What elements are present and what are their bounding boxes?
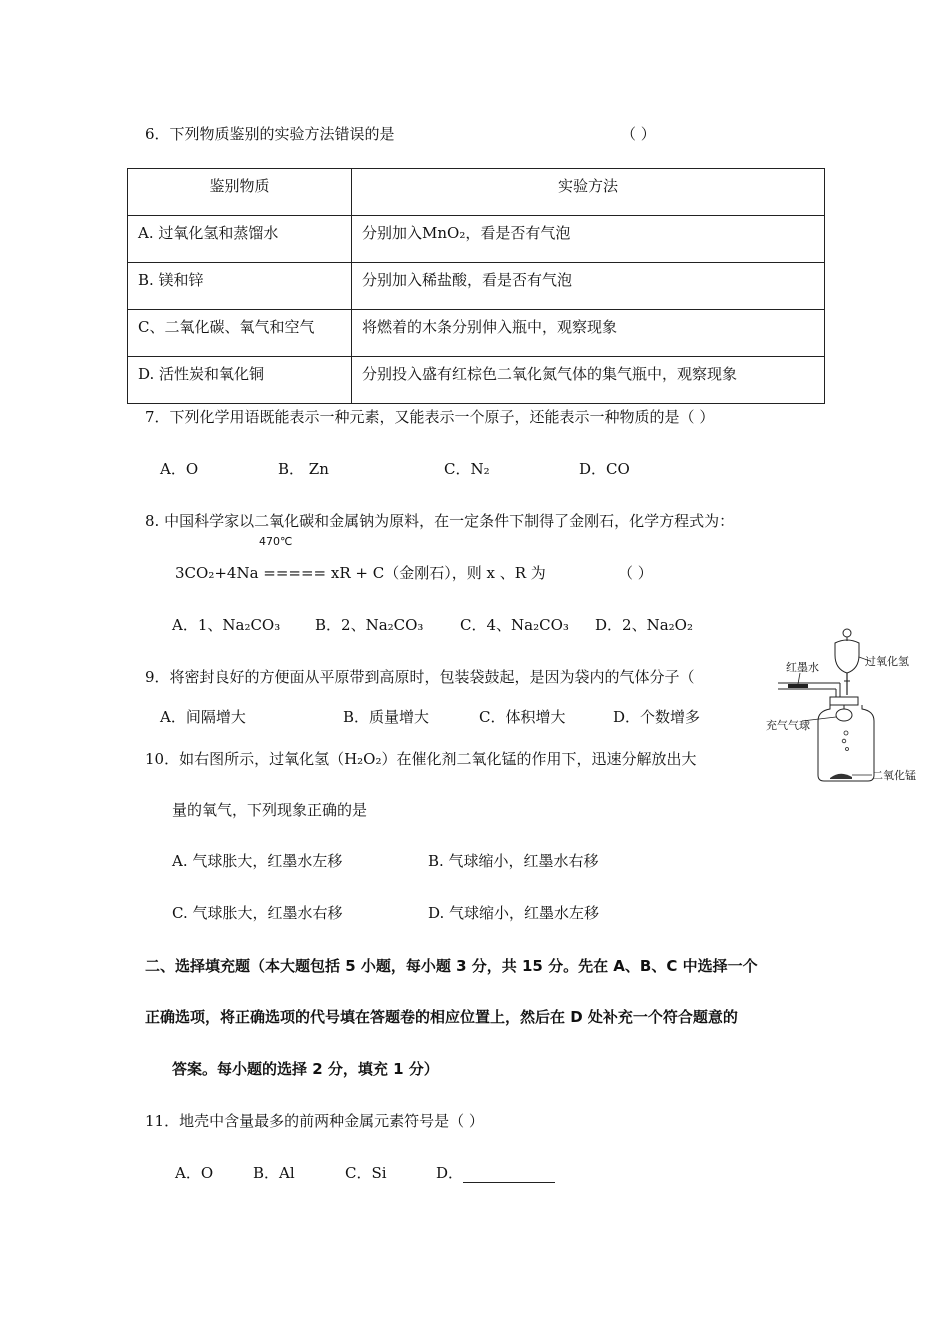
q11-option-d-label: D． [436,1164,464,1182]
section2-instructions-line1: 二、选择填充题（本大题包括 5 小题，每小题 3 分，共 15 分。先在 A、B、C 中选择一个 [145,957,758,975]
q11-answer-blank[interactable] [463,1168,555,1183]
q8-option-a: A．1、Na₂CO₃ [172,616,281,634]
q7-stem: 7．下列化学用语既能表示一种元素，又能表示一个原子，还能表示一种物质的是（ ） [145,408,715,426]
q8-reaction-condition: 470℃ [259,535,293,548]
q10-option-b: B. 气球缩小，红墨水右移 [428,852,599,870]
q10-stem-line2: 量的氧气，下列现象正确的是 [172,801,368,819]
q9-stem: 9．将密封良好的方便面从平原带到高原时，包装袋鼓起，是因为袋内的气体分子（ [145,668,695,686]
q11-option-a: A．O [175,1164,214,1182]
q8-equation: 3CO₂+4Na ===== xR + C（金刚石），则 x 、R 为 [175,564,546,582]
q11-option-b: B．Al [253,1164,295,1182]
section2-instructions-line2: 正确选项，将正确选项的代号填在答题卷的相应位置上，然后在 D 处补充一个符合题意的 [145,1008,738,1026]
table-header-method: 实验方法 [352,169,825,216]
table-cell-method: 分别加入稀盐酸，看是否有气泡 [352,263,825,310]
table-row [128,310,825,357]
q11-option-c: C．Si [345,1164,387,1182]
q10-option-a: A. 气球胀大，红墨水左移 [172,852,343,870]
table-cell-substance: A. 过氧化氢和蒸馏水 [128,216,352,263]
q7-option-b: B． Zn [278,460,329,478]
q7-option-c: C．N₂ [444,460,490,478]
q8-option-c: C．4、Na₂CO₃ [460,616,569,634]
table-header-substance: 鉴别物质 [128,169,352,216]
q10-option-c: C. 气球胀大，红墨水右移 [172,904,343,922]
table-cell-method: 将燃着的木条分别伸入瓶中，观察现象 [352,310,825,357]
table-row [128,357,825,404]
figure-label-mno2: 二氧化锰 [872,769,916,782]
q6-stem: 6．下列物质鉴别的实验方法错误的是 [145,125,395,143]
q8-option-b: B．2、Na₂CO₃ [315,616,424,634]
table-cell-substance: C、二氧化碳、氧气和空气 [128,310,352,357]
apparatus-figure [760,625,930,790]
q6-answer-paren: （ ） [621,125,656,143]
table-cell-method: 分别投入盛有红棕色二氧化氮气体的集气瓶中，观察现象 [352,357,825,404]
section2-instructions-line3: 答案。每小题的选择 2 分，填充 1 分） [172,1060,439,1078]
table-header-row [128,169,825,216]
q11-option-d [436,1162,555,1183]
q11-stem: 11．地壳中含量最多的前两种金属元素符号是（ ） [145,1112,484,1130]
q10-stem-line1: 10．如右图所示，过氧化氢（H₂O₂）在催化剂二氧化锰的作用下，迅速分解放出大 [145,750,697,768]
table-row [128,263,825,310]
q8-stem: 8. 中国科学家以二氧化碳和金属钠为原料，在一定条件下制得了金刚石，化学方程式为： [145,512,735,530]
q7-option-d: D．CO [579,460,630,478]
q9-option-d: D．个数增多 [613,708,701,726]
table-row [128,216,825,263]
q6-table [127,168,825,404]
table-cell-substance: B. 镁和锌 [128,263,352,310]
table-cell-substance: D. 活性炭和氧化铜 [128,357,352,404]
q8-answer-paren: （ ） [618,564,653,582]
q9-option-b: B．质量增大 [343,708,430,726]
q7-option-a: A．O [160,460,199,478]
figure-label-balloon: 充气气球 [766,719,810,732]
table-cell-method: 分别加入MnO₂，看是否有气泡 [352,216,825,263]
figure-label-red-ink: 红墨水 [786,661,819,674]
q10-option-d: D. 气球缩小，红墨水左移 [428,904,600,922]
q8-option-d: D．2、Na₂O₂ [595,616,693,634]
q9-option-c: C．体积增大 [479,708,566,726]
figure-label-h2o2: 过氧化氢 [865,655,909,668]
q9-option-a: A．间隔增大 [160,708,246,726]
